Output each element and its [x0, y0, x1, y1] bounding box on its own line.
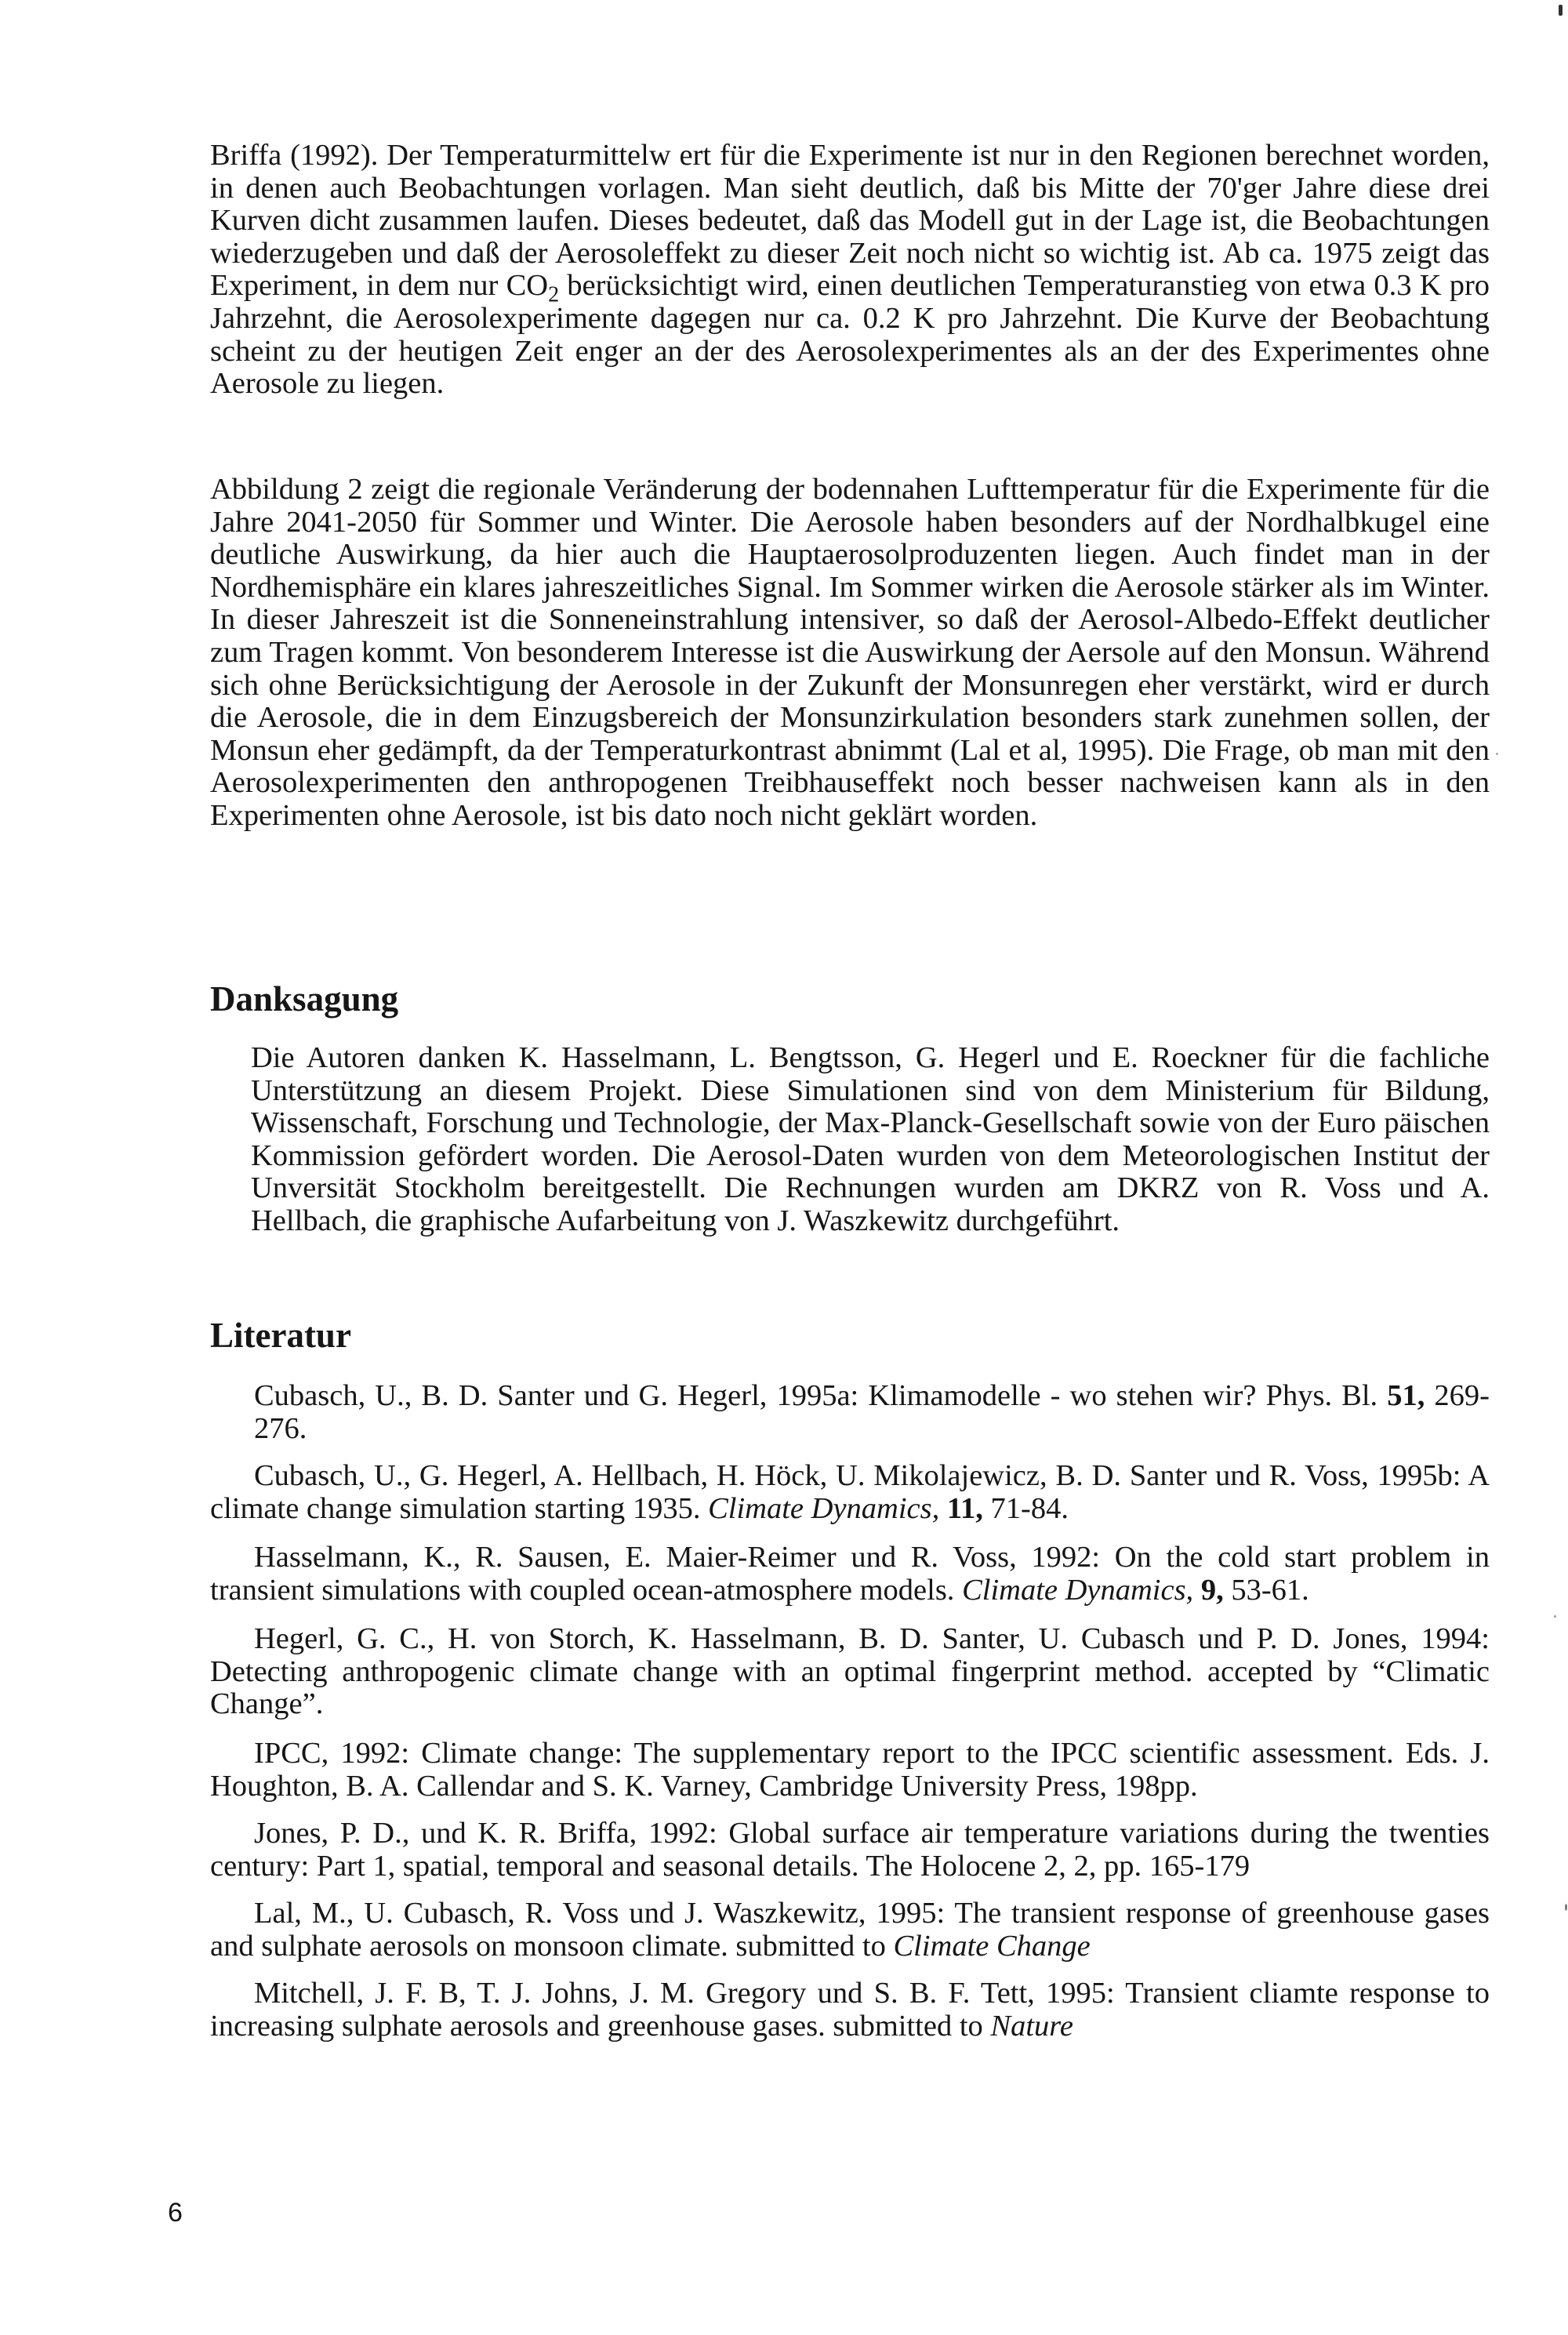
reference-item: Mitchell, J. F. B, T. J. Johns, J. M. Gregory und S. B. F. Tett, 1995: Transient cliamte response to increasing sulphate aerosols and greenhouse gases. submitted to Nature: [210, 1977, 1490, 2043]
scan-mark: [1565, 1904, 1567, 1911]
reference-item: Hasselmann, K., R. Sausen, E. Maier-Reimer und R. Voss, 1992: On the cold start problem in transient simulations with coupled ocean-atmosphere models. Climate Dynamics, 9, 53-61.: [210, 1541, 1490, 1607]
reference-item: IPCC, 1992: Climate change: The supplementary report to the IPCC scientific assessment. Eds. J. Houghton, B. A. Callendar and S. K. Varney, Cambridge University Press, 198pp.: [210, 1737, 1490, 1803]
scan-mark: [1559, 5, 1563, 16]
references-heading: Literatur: [210, 1316, 351, 1355]
paragraph-1-text-rest: berücksichtigt wird, einen deutlichen Temperaturanstieg von etwa 0.3 K pro Jahrzehnt, die Aerosolexperimente dagegen nur ca. 0.2 K pro Jahrzehnt. Die Kurve der Beobachtung scheint zu der heutigen Zeit enger an der des Aerosolexperimentes als an der des Experimentes ohne Aerosole zu liegen.: [210, 269, 1490, 401]
acknowledgement-heading: Danksagung: [210, 979, 399, 1019]
reference-item: Cubasch, U., G. Hegerl, A. Hellbach, H. Höck, U. Mikolajewicz, B. D. Santer und R. Voss, 1995b: A climate change simulation starting 1935. Climate Dynamics, 11, 71-84.: [210, 1459, 1490, 1525]
co2-subscript: 2: [548, 283, 560, 308]
scan-dust: [1496, 753, 1498, 755]
reference-item: Lal, M., U. Cubasch, R. Voss und J. Waszkewitz, 1995: The transient response of greenhouse gases and sulphate aerosols on monsoon climate. submitted to Climate Change: [210, 1897, 1490, 1963]
acknowledgement-text: Die Autoren danken K. Hasselmann, L. Bengtsson, G. Hegerl und E. Roeckner für die fachliche Unterstützung an diesem Projekt. Diese Simulationen sind von dem Ministerium für Bildung, Wissenschaft, Forschung und Technologie, der Max-Planck-Gesellschaft sowie von der Euro päischen Kommission gefördert worden. Die Aerosol-Daten wurden von dem Meteorologischen Institut der Unversität Stockholm bereitgestellt. Die Rechnungen wurden am DKRZ von R. Voss und A. Hellbach, die graphische Aufarbeitung von J. Waszkewitz durchgeführt.: [251, 1041, 1490, 1237]
reference-item: Cubasch, U., B. D. Santer und G. Hegerl, 1995a: Klimamodelle - wo stehen wir? Phys. Bl. 51, 269-276.: [254, 1379, 1490, 1445]
paragraph-2-text: Abbildung 2 zeigt die regionale Veränderung der bodennahen Lufttemperatur für die Experimente für die Jahre 2041-2050 für Sommer und Winter. Die Aerosole haben besonders auf der Nordhalbkugel eine deutliche Auswirkung, da hier auch die Hauptaerosolproduzenten liegen. Auch findet man in der Nordhemisphäre ein klares jahreszeitliches Signal. Im Sommer wirken die Aerosole stärker als im Winter. In dieser Jahreszeit ist die Sonneneinstrahlung intensiver, so daß der Aerosol-Albedo-Effekt deutlicher zum Tragen kommt. Von besonderem Interesse ist die Auswirkung der Aersole auf den Monsun. Während sich ohne Berücksichtigung der Aerosole in der Zukunft der Monsunregen eher verstärkt, wird er durch die Aerosole, die in dem Einzugsbereich der Monsunzirkulation besonders stark zunehmen sollen, der Monsun eher gedämpft, da der Temperaturkontrast abnimmt (Lal et al, 1995). Die Frage, ob man mit den Aerosolexperimenten den anthropogenen Treibhauseffekt noch besser nachweisen kann als in den Experimenten ohne Aerosole, ist bis dato noch nicht geklärt worden.: [210, 473, 1490, 832]
body-paragraph-2: [210, 474, 1490, 833]
body-paragraph-1: [210, 140, 1490, 401]
reference-item: Jones, P. D., und K. R. Briffa, 1992: Global surface air temperature variations during the twenties century: Part 1, spatial, temporal and seasonal details. The Holocene 2, 2, pp. 165-179: [210, 1817, 1490, 1883]
reference-item: Hegerl, G. C., H. von Storch, K. Hasselmann, B. D. Santer, U. Cubasch und P. D. Jones, 1994: Detecting anthropogenic climate change with an optimal fingerprint method. accepted by “Climatic Change”.: [210, 1622, 1490, 1721]
page-number: 6: [168, 2198, 183, 2228]
scan-dust: [1554, 1615, 1556, 1618]
paragraph-1-text: Briffa (1992). Der Temperaturmittelw ert für die Experimente ist nur in den Regionen berechnet worden, in denen auch Beobachtungen vorlagen. Man sieht deutlich, daß bis Mitte der 70'ger Jahre diese drei Kurven dicht zusammen laufen. Dieses bedeutet, daß das Modell gut in der Lage ist, die Beobachtungen wiederzugeben und daß der Aerosoleffekt zu dieser Zeit noch nicht so wichtig ist. Ab ca. 1975 zeigt das Experiment, in dem nur CO: [210, 139, 1490, 303]
